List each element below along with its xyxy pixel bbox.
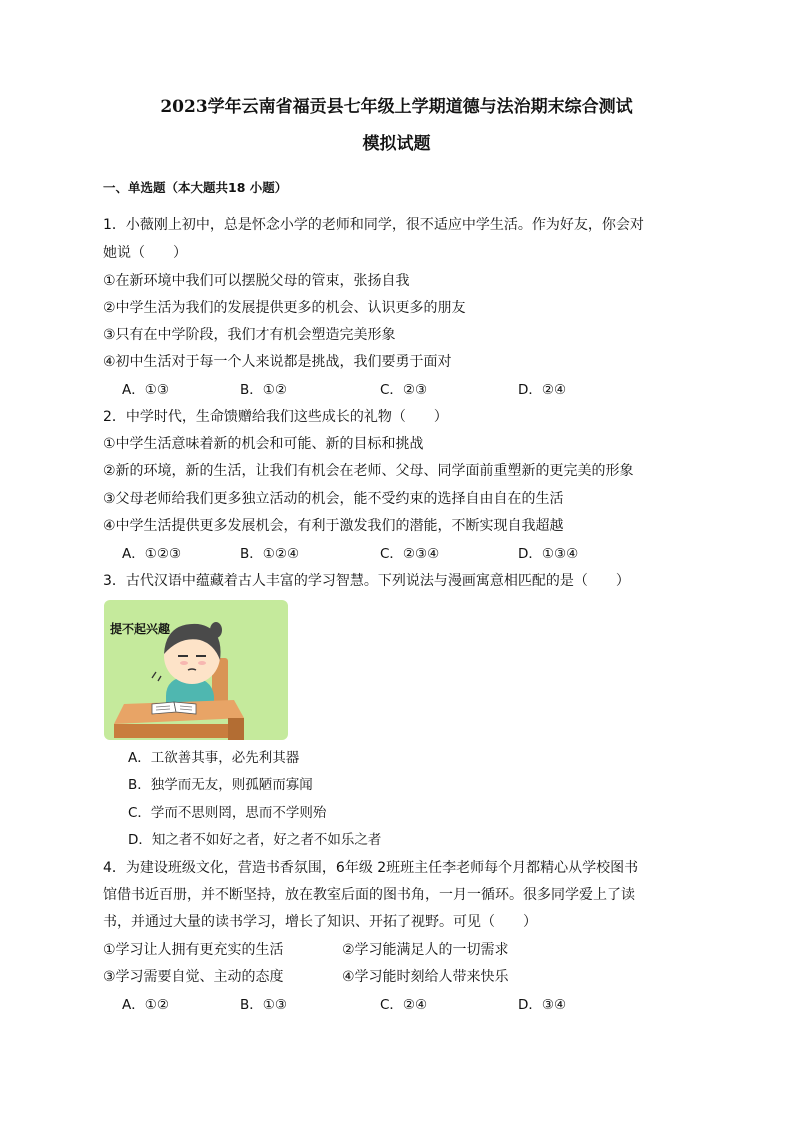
question-stem: 3．古代汉语中蕴藏着古人丰富的学习智慧。下列说法与漫画寓意相匹配的是（ ） xyxy=(103,573,630,589)
option-c[interactable]: C．②④ xyxy=(380,997,428,1013)
statement: ①学习让人拥有更充实的生活 xyxy=(103,942,284,958)
option-b[interactable]: B．①②④ xyxy=(240,546,300,562)
statement: ④中学生活提供更多发展机会，有利于激发我们的潜能，不断实现自我超越 xyxy=(103,518,564,534)
option-d[interactable]: D．①③④ xyxy=(518,546,579,562)
option-d[interactable]: D．知之者不如好之者，好之者不如乐之者 xyxy=(128,832,382,848)
question-stem: 馆借书近百册，并不断坚持，放在教室后面的图书角，一月一循环。很多同学爱上了读 xyxy=(103,887,635,903)
option-a[interactable]: A．①② xyxy=(122,997,169,1013)
comic-caption: 提不起兴趣 xyxy=(110,622,171,636)
statement: ③父母老师给我们更多独立活动的机会，能不受约束的选择自由自在的生活 xyxy=(103,491,564,507)
option-b[interactable]: B．①② xyxy=(240,382,287,398)
option-a[interactable]: A．①②③ xyxy=(122,546,182,562)
statement: ②中学生活为我们的发展提供更多的机会、认识更多的朋友 xyxy=(103,300,466,316)
section-heading: 一、单选题（本大题共18 小题） xyxy=(103,180,288,195)
statement: ③学习需要自觉、主动的态度 xyxy=(103,969,284,985)
option-a[interactable]: A．工欲善其事，必先利其器 xyxy=(128,750,300,766)
question-stem: 书，并通过大量的读书学习，增长了知识、开拓了视野。可见（ ） xyxy=(103,914,537,930)
statement: ①中学生活意味着新的机会和可能、新的目标和挑战 xyxy=(103,436,424,452)
question-stem: 她说（ ） xyxy=(103,245,187,261)
option-c[interactable]: C．②③ xyxy=(380,382,428,398)
option-c[interactable]: C．②③④ xyxy=(380,546,440,562)
statement: ①在新环境中我们可以摆脱父母的管束，张扬自我 xyxy=(103,273,410,289)
statement: ③只有在中学阶段，我们才有机会塑造完美形象 xyxy=(103,327,396,343)
question-stem: 2．中学时代，生命馈赠给我们这些成长的礼物（ ） xyxy=(103,409,448,425)
comic-image xyxy=(104,600,288,740)
option-c[interactable]: C．学而不思则罔，思而不学则殆 xyxy=(128,805,327,821)
option-d[interactable]: D．③④ xyxy=(518,997,567,1013)
statement: ②学习能满足人的一切需求 xyxy=(342,942,509,958)
option-b[interactable]: B．独学而无友，则孤陋而寡闻 xyxy=(128,777,313,793)
exam-subtitle: 模拟试题 xyxy=(362,134,431,154)
question-stem: 1．小薇刚上初中，总是怀念小学的老师和同学，很不适应中学生活。作为好友，你会对 xyxy=(103,217,644,233)
exam-title: 2023学年云南省福贡县七年级上学期道德与法治期末综合测试 xyxy=(160,97,633,117)
option-d[interactable]: D．②④ xyxy=(518,382,567,398)
option-a[interactable]: A．①③ xyxy=(122,382,169,398)
option-b[interactable]: B．①③ xyxy=(240,997,287,1013)
question-stem: 4．为建设班级文化，营造书香氛围，6年级 2班班主任李老师每个月都精心从学校图书 xyxy=(103,860,639,876)
statement: ④学习能时刻给人带来快乐 xyxy=(342,969,509,985)
statement: ④初中生活对于每一个人来说都是挑战，我们要勇于面对 xyxy=(103,354,452,370)
statement: ②新的环境，新的生活，让我们有机会在老师、父母、同学面前重塑新的更完美的形象 xyxy=(103,463,634,479)
